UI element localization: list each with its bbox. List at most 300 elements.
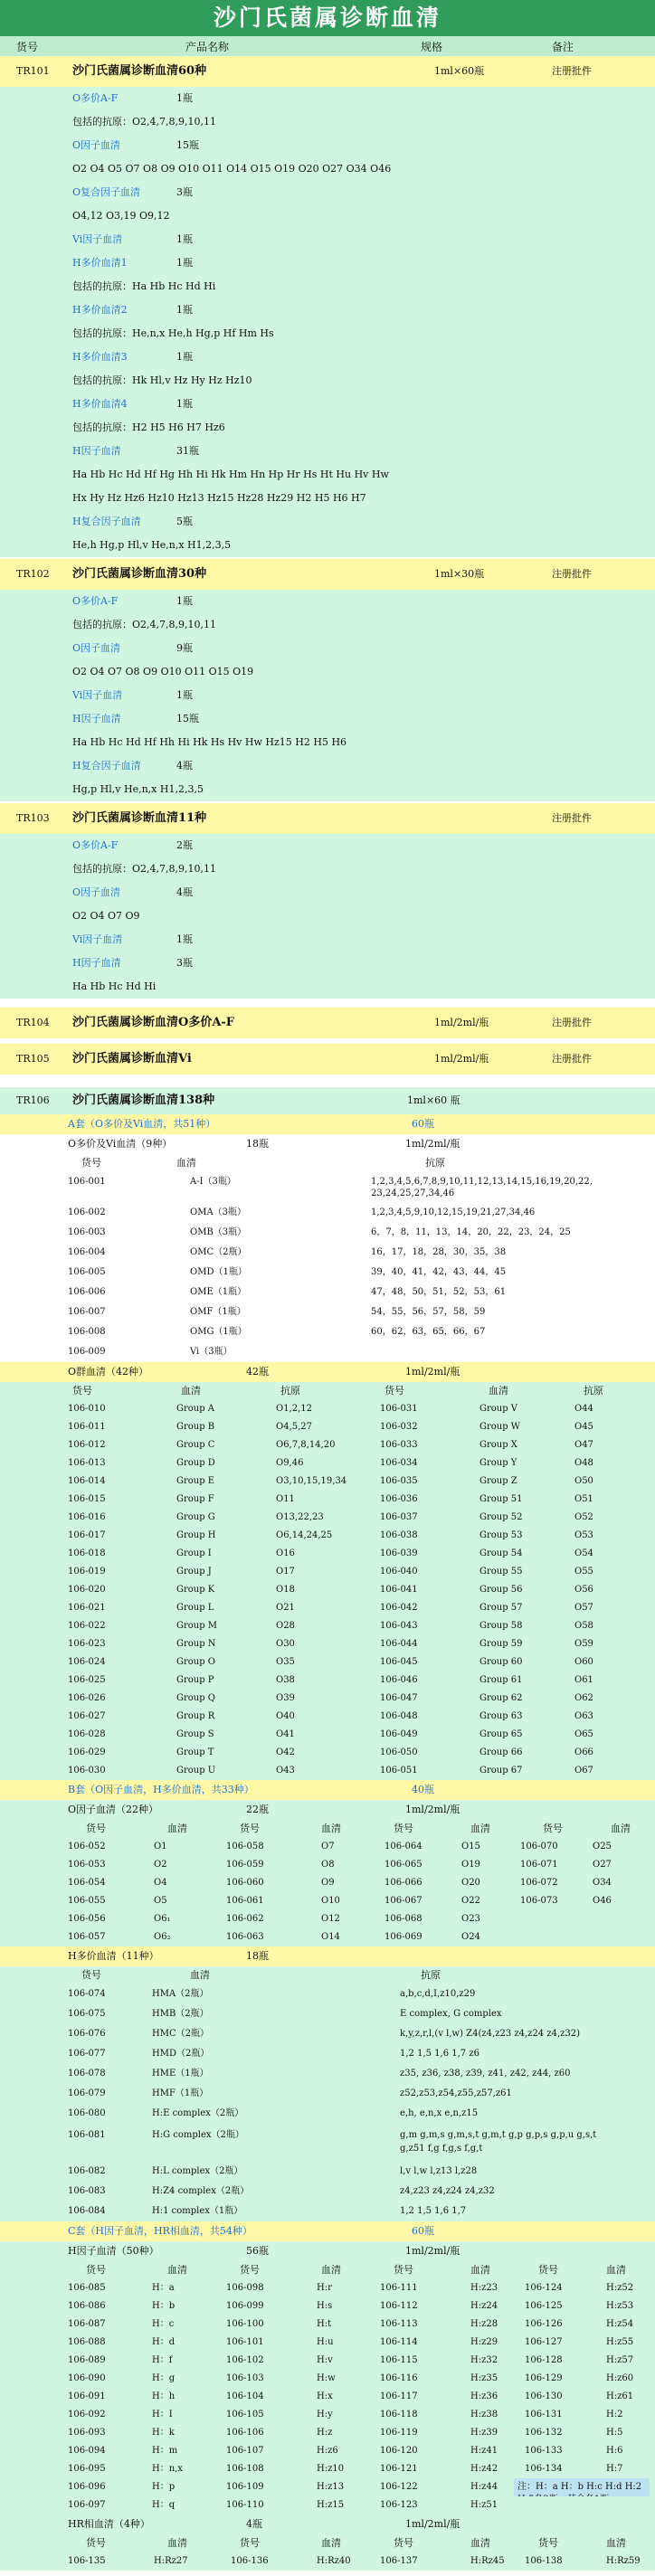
table-cell: 106-106 bbox=[226, 2428, 264, 2438]
table-cell: 106-002 bbox=[68, 1208, 106, 1217]
table-cell: 106-074 bbox=[68, 1989, 106, 1999]
table-cell: 106-040 bbox=[380, 1567, 418, 1577]
table-header-cell: 血清 bbox=[470, 2264, 490, 2276]
table-header-cell: 血清 bbox=[167, 2537, 187, 2549]
table-cell: 106-104 bbox=[226, 2391, 264, 2401]
table-cell: H：q bbox=[152, 2500, 176, 2510]
table-cell: H:z36 bbox=[470, 2391, 498, 2401]
detail-line bbox=[0, 534, 655, 557]
product-name: 沙门氏菌属诊断血清138种 bbox=[72, 1094, 215, 1107]
table-row bbox=[0, 1418, 655, 1436]
table-cell: 106-095 bbox=[68, 2464, 106, 2474]
table-cell: 106-105 bbox=[226, 2410, 264, 2420]
table-cell: Group X bbox=[479, 1440, 517, 1450]
table-cell: 1,2 1,5 1,6 1,7 bbox=[400, 2206, 467, 2216]
table-cell: Group 52 bbox=[479, 1512, 523, 1522]
table-cell: Group M bbox=[176, 1621, 218, 1631]
detail-count: 1瓶 bbox=[176, 257, 193, 269]
table-cell: HMD（2瓶） bbox=[152, 2049, 210, 2059]
table-cell: 106-059 bbox=[226, 1860, 264, 1870]
table-cell: 106-133 bbox=[525, 2446, 563, 2456]
table-cell: 106-058 bbox=[226, 1842, 264, 1852]
table-cell: 106-015 bbox=[68, 1494, 106, 1504]
table-cell: O11 bbox=[276, 1494, 295, 1504]
detail-count: 15瓶 bbox=[176, 713, 199, 724]
table-cell: 106-081 bbox=[68, 2130, 106, 2140]
table-header-cell: 货号 bbox=[538, 2537, 558, 2549]
table-cell: 106-006 bbox=[68, 1287, 106, 1297]
detail-label: O因子血清 bbox=[72, 139, 121, 151]
table-cell: 106-047 bbox=[380, 1693, 418, 1703]
table-cell: Group O bbox=[176, 1657, 216, 1667]
table-cell: H:z51 bbox=[470, 2500, 498, 2510]
table-cell: H:7 bbox=[606, 2464, 623, 2474]
table-cell: O61 bbox=[574, 1675, 593, 1685]
table-header-cell: 血清 bbox=[606, 2537, 626, 2549]
table-cell: 106-053 bbox=[68, 1860, 106, 1870]
table-cell: H：c bbox=[152, 2319, 175, 2329]
table-cell: 106-067 bbox=[384, 1896, 422, 1906]
detail-label: Vi因子血清 bbox=[72, 233, 123, 245]
hr-header bbox=[0, 2514, 655, 2534]
table-cell: H:G complex（2瓶） bbox=[152, 2130, 244, 2140]
table-cell: H:E complex（2瓶） bbox=[152, 2108, 244, 2118]
table-cell: H：a bbox=[152, 2283, 175, 2293]
table-cell: 106-030 bbox=[68, 1766, 106, 1776]
detail-label: H复合因子血清 bbox=[72, 516, 141, 527]
product-list bbox=[0, 56, 655, 2571]
table-cell: 106-109 bbox=[226, 2482, 264, 2492]
table-row bbox=[0, 1322, 655, 1342]
table-row bbox=[0, 2370, 655, 2388]
detail-label: O因子血清 bbox=[72, 642, 121, 654]
table-cell: 106-093 bbox=[68, 2428, 106, 2438]
table-cell: O54 bbox=[574, 1548, 593, 1558]
table-cell: 106-126 bbox=[525, 2319, 563, 2329]
table-cell: O6₁ bbox=[154, 1914, 171, 1924]
table-cell: 106-090 bbox=[68, 2373, 106, 2383]
table-cell: g,m g,m,s g,m,s,t g,m,t g,p g,p,s g,p,u g,s,t bbox=[400, 2130, 597, 2140]
table-header-cell: 货号 bbox=[86, 2264, 106, 2276]
table-cell: O2 bbox=[154, 1860, 167, 1870]
table-cell: 106-054 bbox=[68, 1878, 106, 1888]
table-cell: H:z35 bbox=[470, 2373, 498, 2383]
product-row-tr102[interactable] bbox=[0, 559, 655, 590]
table-cell: H：b bbox=[152, 2301, 176, 2311]
spacer bbox=[0, 999, 655, 1008]
table-row bbox=[0, 1509, 655, 1527]
table-cell: H:z61 bbox=[606, 2391, 634, 2401]
table-cell: Group B bbox=[176, 1422, 215, 1432]
detail-count: 3瓶 bbox=[176, 186, 193, 198]
table-cell: 47，48，50，51，52，53，61 bbox=[371, 1287, 507, 1297]
table-cell: Group 61 bbox=[479, 1675, 523, 1685]
table-cell: O6₂ bbox=[154, 1932, 171, 1942]
table-cell: 106-046 bbox=[380, 1675, 418, 1685]
table-cell: 106-113 bbox=[380, 2319, 418, 2329]
table-cell: H:z52 bbox=[606, 2283, 634, 2293]
table-cell: 6，7，8，11，13，14，20，22，23，24，25 bbox=[371, 1227, 571, 1237]
detail-count: 1瓶 bbox=[176, 595, 193, 607]
table-cell: O51 bbox=[574, 1494, 593, 1504]
table-cell: a,b,c,d,I,z10,z29 bbox=[400, 1989, 476, 1999]
table-cell: 106-103 bbox=[226, 2373, 264, 2383]
table-cell: 106-010 bbox=[68, 1404, 106, 1414]
detail-line bbox=[0, 975, 655, 999]
table-cell: H:z54 bbox=[606, 2319, 634, 2329]
table-cell: 106-004 bbox=[68, 1247, 106, 1257]
table-cell: 1,2,3,4,5,6,7,8,9,10,11,12,13,14,15,16,19,20,22, bbox=[371, 1177, 593, 1187]
table-cell: 106-043 bbox=[380, 1621, 418, 1631]
table-header-cell: 货号 bbox=[81, 1157, 101, 1169]
table-cell: 106-065 bbox=[384, 1860, 422, 1870]
table-header-cell: 货号 bbox=[86, 1823, 106, 1834]
detail-label: 包括的抗原：Hk Hl,v Hz Hy Hz Hz10 bbox=[72, 374, 252, 386]
product-name: 沙门氏菌属诊断血清11种 bbox=[72, 811, 207, 825]
table-header-cell: 血清 bbox=[606, 2264, 626, 2276]
product-note: 注册批件 bbox=[552, 812, 592, 824]
table-cell: O1 bbox=[154, 1842, 167, 1852]
table-row bbox=[0, 1342, 655, 1362]
detail-line bbox=[0, 952, 655, 975]
subset-spec: 1ml/2ml/瓶 bbox=[405, 1138, 460, 1150]
subset-spec: 1ml/2ml/瓶 bbox=[405, 1366, 460, 1378]
detail-line bbox=[0, 393, 655, 416]
table-cell: H:z41 bbox=[470, 2446, 498, 2456]
table-row bbox=[0, 2406, 655, 2424]
detail-line bbox=[0, 613, 655, 637]
table-cell: 106-034 bbox=[380, 1458, 418, 1468]
ogroup-table-head bbox=[0, 1382, 655, 1400]
table-cell: 106-072 bbox=[520, 1878, 558, 1888]
table-cell: O25 bbox=[593, 1842, 612, 1852]
detail-label: Hg,p Hl,v He,n,x H1,2,3,5 bbox=[72, 783, 204, 795]
detail-label: 包括的抗原：O2,4,7,8,9,10,11 bbox=[72, 863, 216, 875]
detail-line bbox=[0, 857, 655, 881]
subset-spec: 1ml/2ml/瓶 bbox=[405, 2518, 460, 2530]
table-cell: 106-086 bbox=[68, 2301, 106, 2311]
detail-line bbox=[0, 346, 655, 369]
table-header-cell: 血清 bbox=[470, 1823, 490, 1834]
table-cell: O40 bbox=[276, 1711, 295, 1721]
product-row-tr105[interactable] bbox=[0, 1044, 655, 1075]
footnote-box: 注：H：a H：b H:c H:d H:2 bbox=[514, 2478, 650, 2509]
detail-label: O2 O4 O5 O7 O8 O9 O10 O11 O14 O15 O19 O20 O27 O34 O46 bbox=[72, 163, 392, 175]
detail-line bbox=[0, 778, 655, 801]
table-cell: H:z28 bbox=[470, 2319, 498, 2329]
hmulti-header bbox=[0, 1946, 655, 1966]
table-cell: H:1 complex（1瓶） bbox=[152, 2206, 243, 2216]
table-cell: 106-098 bbox=[226, 2283, 264, 2293]
table-cell: O6,14,24,25 bbox=[276, 1530, 333, 1540]
table-cell: Group 51 bbox=[479, 1494, 523, 1504]
table-cell: 106-114 bbox=[380, 2337, 418, 2347]
table-cell: 106-129 bbox=[525, 2373, 563, 2383]
subset-title: H多价血清（11种） bbox=[68, 1950, 159, 1962]
table-cell: 106-111 bbox=[380, 2283, 418, 2293]
detail-line bbox=[0, 110, 655, 134]
table-row bbox=[0, 2084, 655, 2104]
table-cell: H:z42 bbox=[470, 2464, 498, 2474]
detail-line bbox=[0, 157, 655, 181]
detail-line bbox=[0, 904, 655, 928]
table-cell: H:z23 bbox=[470, 2283, 498, 2293]
table-cell: 60，62，63，65，66，67 bbox=[371, 1327, 486, 1337]
table-cell: 106-057 bbox=[68, 1932, 106, 1942]
table-cell: 106-037 bbox=[380, 1512, 418, 1522]
set-title: A套（O多价及Vi血清，共51种） bbox=[68, 1118, 216, 1130]
table-cell: E complex, G complex bbox=[400, 2009, 502, 2019]
detail-label: 包括的抗原：O2,4,7,8,9,10,11 bbox=[72, 116, 216, 128]
subset-count: 18瓶 bbox=[246, 1950, 269, 1962]
table-cell: O57 bbox=[574, 1603, 593, 1613]
detail-line bbox=[0, 637, 655, 660]
table-cell: Group 53 bbox=[479, 1530, 523, 1540]
table-cell: O15 bbox=[461, 1842, 480, 1852]
table-cell: Group F bbox=[176, 1494, 214, 1504]
table-cell: OMC（2瓶） bbox=[190, 1247, 247, 1257]
table-cell: Group E bbox=[176, 1476, 215, 1486]
table-cell: H：p bbox=[152, 2482, 176, 2492]
detail-label: 包括的抗原：O2,4,7,8,9,10,11 bbox=[72, 619, 216, 630]
table-cell: O14 bbox=[321, 1932, 340, 1942]
table-cell: H：I bbox=[152, 2410, 173, 2420]
table-cell: O58 bbox=[574, 1621, 593, 1631]
col-note: 备注 bbox=[552, 40, 574, 53]
table-cell: 106-100 bbox=[226, 2319, 264, 2329]
table-row bbox=[0, 2478, 655, 2496]
table-row bbox=[0, 1708, 655, 1726]
subset-count: 18瓶 bbox=[246, 1138, 269, 1150]
table-cell: Group R bbox=[176, 1711, 215, 1721]
product-note: 注册批件 bbox=[552, 568, 592, 580]
table-row bbox=[0, 1263, 655, 1283]
table-cell: H:v bbox=[317, 2355, 333, 2365]
table-header-cell: 抗原 bbox=[421, 1969, 441, 1981]
table-row bbox=[0, 2124, 655, 2162]
table-row bbox=[0, 1744, 655, 1762]
table-row bbox=[0, 1545, 655, 1563]
table-cell: O52 bbox=[574, 1512, 593, 1522]
table-cell: O4,5,27 bbox=[276, 1422, 313, 1432]
table-cell: H：h bbox=[152, 2391, 176, 2401]
product-row-tr106[interactable] bbox=[0, 1087, 655, 1114]
table-row bbox=[0, 2044, 655, 2064]
table-cell: 106-055 bbox=[68, 1896, 106, 1906]
detail-count: 1瓶 bbox=[176, 398, 193, 410]
table-cell: O17 bbox=[276, 1567, 295, 1577]
table-cell: 106-135 bbox=[68, 2556, 106, 2566]
table-cell: O35 bbox=[276, 1657, 295, 1667]
product-row-tr103[interactable] bbox=[0, 803, 655, 834]
table-cell: 106-123 bbox=[380, 2500, 418, 2510]
detail-label: Hx Hy Hz Hz6 Hz10 Hz13 Hz15 Hz28 Hz29 H2 H5 H6 H7 bbox=[72, 492, 366, 504]
set-b-header bbox=[0, 1780, 655, 1800]
table-cell: 39，40，41，42，43，44，45 bbox=[371, 1267, 507, 1277]
table-cell: O67 bbox=[574, 1766, 593, 1776]
col-code: 货号 bbox=[16, 40, 39, 53]
detail-label: O4,12 O3,19 O9,12 bbox=[72, 210, 170, 222]
detail-label: H因子血清 bbox=[72, 713, 121, 724]
ofactor-header bbox=[0, 1800, 655, 1820]
table-cell: H:L complex（2瓶） bbox=[152, 2166, 243, 2176]
table-row bbox=[0, 2202, 655, 2221]
table-cell: O8 bbox=[321, 1860, 335, 1870]
ogroup-header bbox=[0, 1362, 655, 1382]
col-product: 产品名称 bbox=[185, 40, 230, 53]
detail-line bbox=[0, 590, 655, 613]
detail-line bbox=[0, 881, 655, 904]
table-cell: O21 bbox=[276, 1603, 295, 1613]
table-row bbox=[0, 1223, 655, 1243]
table-cell: H:t bbox=[317, 2319, 332, 2329]
detail-line bbox=[0, 134, 655, 157]
table-cell: A-I（3瓶） bbox=[190, 1177, 236, 1187]
table-cell: 106-120 bbox=[380, 2446, 418, 2456]
table-cell: O18 bbox=[276, 1585, 295, 1595]
table-cell: O56 bbox=[574, 1585, 593, 1595]
table-header-cell: 货号 bbox=[72, 1385, 92, 1397]
subset-count: 42瓶 bbox=[246, 1366, 269, 1378]
table-row bbox=[0, 2104, 655, 2124]
table-cell: O24 bbox=[461, 1932, 480, 1942]
table-row bbox=[0, 2279, 655, 2297]
table-cell: 106-131 bbox=[525, 2410, 563, 2420]
table-cell: O1,2,12 bbox=[276, 1404, 313, 1414]
detail-count: 1瓶 bbox=[176, 92, 193, 104]
table-cell: Group C bbox=[176, 1440, 215, 1450]
hfactor-header bbox=[0, 2241, 655, 2261]
detail-line bbox=[0, 731, 655, 754]
table-cell: 106-049 bbox=[380, 1729, 418, 1739]
detail-label: O因子血清 bbox=[72, 886, 121, 898]
table-cell: 106-091 bbox=[68, 2391, 106, 2401]
table-row bbox=[0, 1690, 655, 1708]
detail-label: 包括的抗原：Ha Hb Hc Hd Hi bbox=[72, 280, 216, 292]
table-cell: Group 55 bbox=[479, 1567, 523, 1577]
table-row bbox=[0, 1491, 655, 1509]
table-cell: 106-032 bbox=[380, 1422, 418, 1432]
table-cell: H:z6 bbox=[317, 2446, 338, 2456]
table-header-cell: 血清 bbox=[167, 1823, 187, 1834]
table-cell: 106-122 bbox=[380, 2482, 418, 2492]
table-cell: 106-039 bbox=[380, 1548, 418, 1558]
table-cell: 106-018 bbox=[68, 1548, 106, 1558]
product-row-tr101[interactable] bbox=[0, 56, 655, 87]
table-cell: 106-025 bbox=[68, 1675, 106, 1685]
table-cell: H:z29 bbox=[470, 2337, 498, 2347]
subset-count: 22瓶 bbox=[246, 1804, 269, 1815]
set-count: 40瓶 bbox=[412, 1784, 434, 1795]
col-spec: 规格 bbox=[421, 40, 443, 53]
table-cell: 106-013 bbox=[68, 1458, 106, 1468]
table-cell: 106-048 bbox=[380, 1711, 418, 1721]
detail-line bbox=[0, 251, 655, 275]
product-detail-tr103 bbox=[0, 834, 655, 999]
table-cell: 106-003 bbox=[68, 1227, 106, 1237]
table-row bbox=[0, 1672, 655, 1690]
table-cell: 106-066 bbox=[384, 1878, 422, 1888]
table-cell: Group 54 bbox=[479, 1548, 523, 1558]
detail-label: O多价A-F bbox=[72, 595, 119, 607]
detail-count: 3瓶 bbox=[176, 957, 193, 969]
table-cell: HMB（2瓶） bbox=[152, 2009, 209, 2019]
table-cell: H:z57 bbox=[606, 2355, 634, 2365]
detail-count: 1瓶 bbox=[176, 933, 193, 945]
table-cell: Group H bbox=[176, 1530, 216, 1540]
table-cell: O44 bbox=[574, 1404, 593, 1414]
table-header-cell: 血清 bbox=[611, 1823, 631, 1834]
table-cell: O41 bbox=[276, 1729, 295, 1739]
table-cell: 106-094 bbox=[68, 2446, 106, 2456]
table-cell: O10 bbox=[321, 1896, 340, 1906]
detail-count: 1瓶 bbox=[176, 304, 193, 316]
table-cell: H：n,x bbox=[152, 2464, 183, 2474]
detail-label: Vi因子血清 bbox=[72, 933, 123, 945]
table-cell: O65 bbox=[574, 1729, 593, 1739]
table-cell: 106-050 bbox=[380, 1747, 418, 1757]
table-cell: 1,2 1,5 1,6 1,7 z6 bbox=[400, 2049, 479, 2059]
table-cell: 106-112 bbox=[380, 2301, 418, 2311]
table-cell: 106-070 bbox=[520, 1842, 558, 1852]
product-name: 沙门氏菌属诊断血清O多价A-F bbox=[72, 1016, 235, 1029]
table-cell: Group A bbox=[176, 1404, 215, 1414]
table-cell: O45 bbox=[574, 1422, 593, 1432]
detail-label: Ha Hb Hc Hd Hf Hg Hh Hi Hk Hm Hn Hp Hr Hs Ht Hu Hv Hw bbox=[72, 469, 389, 480]
column-header bbox=[0, 36, 655, 56]
subset-title: O因子血清（22种） bbox=[68, 1804, 159, 1815]
detail-count: 5瓶 bbox=[176, 516, 193, 527]
table-cell: O9 bbox=[321, 1878, 335, 1888]
table-cell: OMA（3瓶） bbox=[190, 1208, 247, 1217]
detail-label: Ha Hb Hc Hd Hi bbox=[72, 980, 157, 992]
table-row bbox=[0, 2004, 655, 2024]
table-cell: Group S bbox=[176, 1729, 214, 1739]
table-cell: O42 bbox=[276, 1747, 295, 1757]
table-row bbox=[0, 1454, 655, 1473]
table-row bbox=[0, 1302, 655, 1322]
table-row bbox=[0, 2316, 655, 2334]
table-cell: 106-077 bbox=[68, 2049, 106, 2059]
page-title: 沙门氏菌属诊断血清 bbox=[0, 0, 655, 36]
table-cell: O62 bbox=[574, 1693, 593, 1703]
subset-title: O多价及Vi血清（9种） bbox=[68, 1138, 173, 1150]
table-cell: 106-115 bbox=[380, 2355, 418, 2365]
table-header-cell: 抗原 bbox=[280, 1385, 300, 1397]
table-cell: H:Rz27 bbox=[154, 2556, 188, 2566]
detail-line bbox=[0, 322, 655, 346]
table-header-cell: 货号 bbox=[394, 2537, 413, 2549]
table-cell: k,y,z,r,l,(v l,w) Z4(z4,z23 z4,z24 z4,z32) bbox=[400, 2029, 581, 2039]
table-row bbox=[0, 2552, 655, 2571]
table-cell: 106-117 bbox=[380, 2391, 418, 2401]
product-row-tr104[interactable] bbox=[0, 1008, 655, 1038]
table-cell: O34 bbox=[593, 1878, 612, 1888]
table-cell: 106-031 bbox=[380, 1404, 418, 1414]
detail-count: 4瓶 bbox=[176, 760, 193, 772]
table-cell: H：k bbox=[152, 2428, 175, 2438]
table-cell: Group 63 bbox=[479, 1711, 523, 1721]
table-cell: O47 bbox=[574, 1440, 593, 1450]
table-cell: H:z53 bbox=[606, 2301, 634, 2311]
table-row bbox=[0, 1563, 655, 1581]
table-cell: 106-041 bbox=[380, 1585, 418, 1595]
detail-line bbox=[0, 487, 655, 510]
table-cell: O27 bbox=[593, 1860, 612, 1870]
table-cell: 106-102 bbox=[226, 2355, 264, 2365]
detail-line bbox=[0, 369, 655, 393]
table-cell: 106-012 bbox=[68, 1440, 106, 1450]
